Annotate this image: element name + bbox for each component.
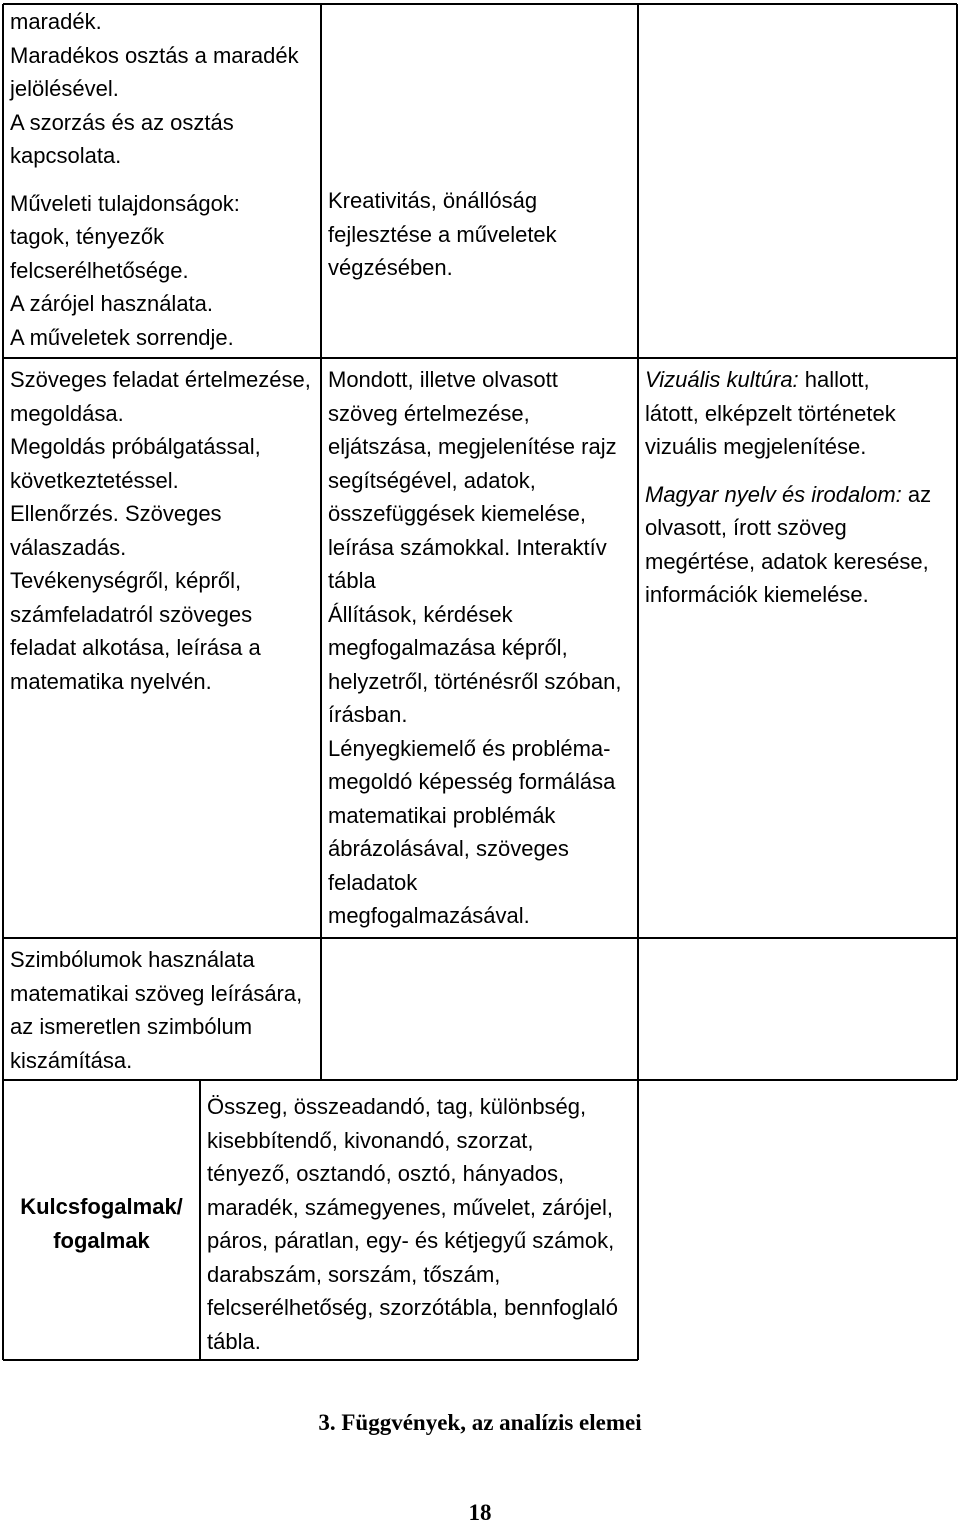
row2-col2-line: eljátszása, megjelenítése rajz <box>328 434 617 459</box>
row2-col3-line <box>645 478 955 512</box>
row3-col1-line: az ismeretlen szimbólum <box>10 1014 253 1039</box>
page-number: 18 <box>468 1500 492 1525</box>
keywords-label-line: Kulcsfogalmak/ <box>20 1194 183 1219</box>
row2-col2-line: írásban. <box>328 702 408 727</box>
section-title: 3. Függvények, az analízis elemei <box>318 1410 642 1435</box>
row2-col2-line: tábla <box>328 568 376 593</box>
row2-col2-line: megoldó képesség formálása <box>328 769 616 794</box>
subject-hungarian-literature: Magyar nyelv és irodalom: <box>645 481 902 507</box>
row2-col3-text: hallott, <box>804 367 870 392</box>
row2-col3-line: olvasott, írott szöveg <box>645 515 847 540</box>
row2-col1-line: válaszadás. <box>10 534 127 560</box>
row2-col1-line: Tevékenységről, képről, <box>10 568 242 593</box>
keywords-text <box>207 1090 635 1358</box>
keywords-line: páros, páratlan, egy- és kétjegyű számok, <box>207 1228 615 1253</box>
row2-col1 <box>10 363 315 698</box>
row1-col1-line: A szorzás és az osztás <box>10 109 234 135</box>
row2-col3-line: látott, elképzelt történetek <box>645 400 896 426</box>
row1-col1-line: Műveleti tulajdonságok: <box>10 190 240 216</box>
row2-col3-line: megértése, adatok keresése, <box>645 548 929 574</box>
row2-col2-line: leírása számokkal. Interaktív <box>328 534 607 560</box>
keywords-line: tábla. <box>207 1328 261 1354</box>
row1-col1-line: jelölésével. <box>10 76 119 101</box>
row1-col1-line: A zárójel használata. <box>10 291 214 316</box>
row2-col1-line: következtetéssel. <box>10 467 179 493</box>
row2-col1-line: Ellenőrzés. Szöveges <box>10 501 222 526</box>
row2-col1-line: számfeladatról szöveges <box>10 601 253 627</box>
row1-col2-line: végzésében. <box>328 255 453 280</box>
row2-col1-line: megoldása. <box>10 400 124 426</box>
row1-col1-line: Maradékos osztás a maradék <box>10 42 299 68</box>
keywords-line: maradék, számegyenes, művelet, zárójel, <box>207 1194 613 1220</box>
row2-col2-line: Lényegkiemelő és probléma- <box>328 735 611 761</box>
row2-col1-line: feladat alkotása, leírása a <box>10 635 261 660</box>
row2-col2-line: Állítások, kérdések <box>328 601 513 627</box>
row3-col1-line: matematikai szöveg leírására, <box>10 980 303 1006</box>
row1-col2 <box>328 184 633 285</box>
row2-col2-line: összefüggések kiemelése, <box>328 501 587 526</box>
keywords-line: felcserélhetőség, szorzótábla, bennfoglaló <box>207 1295 618 1320</box>
row1-col1-line: maradék. <box>10 9 102 34</box>
row2-col2-line: helyzetről, történésről szóban, <box>328 668 622 694</box>
row3-col1-line: Szimbólumok használata <box>10 947 255 972</box>
keywords-label <box>3 1190 200 1257</box>
row2-col2-line: szöveg értelmezése, <box>328 400 530 426</box>
row2-col2-line: segítségével, adatok, <box>328 467 536 493</box>
keywords-line: darabszám, sorszám, tőszám, <box>207 1261 501 1287</box>
row2-col3-line: információk kiemelése. <box>645 582 869 607</box>
row2-col3-line: vizuális megjelenítése. <box>645 434 867 459</box>
row1-col1 <box>10 5 315 354</box>
keywords-label-line: fogalmak <box>53 1227 150 1253</box>
row1-col2-line: fejlesztése a műveletek <box>328 221 557 247</box>
row2-col3-text: az <box>907 481 932 507</box>
row1-col1-line: A műveletek sorrendje. <box>10 324 234 350</box>
subject-visual-culture: Vizuális kultúra: <box>645 367 799 392</box>
row2-col2-line: ábrázolásával, szöveges <box>328 836 569 861</box>
row1-col1-line: tagok, tényezők <box>10 224 165 249</box>
row2-col2-line: Mondott, illetve olvasott <box>328 367 558 392</box>
row3-col1-line: kiszámítása. <box>10 1047 133 1073</box>
row2-col1-line: Megoldás próbálgatással, <box>10 434 261 459</box>
row2-col3-line <box>645 363 955 397</box>
row2-col2-line: megfogalmazásával. <box>328 903 530 928</box>
row1-col1-line: felcserélhetősége. <box>10 257 189 283</box>
row1-col1-line: kapcsolata. <box>10 143 122 168</box>
row3-col1 <box>10 943 315 1077</box>
row2-col2-line: matematikai problémák <box>328 802 556 828</box>
row2-col1-line: Szöveges feladat értelmezése, <box>10 367 311 392</box>
row2-col3 <box>645 363 955 612</box>
row1-col2-line: Kreativitás, önállóság <box>328 188 538 213</box>
keywords-line: tényező, osztandó, osztó, hányados, <box>207 1161 565 1186</box>
row2-col2-line: megfogalmazása képről, <box>328 635 568 660</box>
keywords-line: Összeg, összeadandó, tag, különbség, <box>207 1094 587 1119</box>
keywords-line: kisebbítendő, kivonandó, szorzat, <box>207 1127 534 1153</box>
row2-col1-line: matematika nyelvén. <box>10 668 212 694</box>
row2-col2 <box>328 363 633 933</box>
row2-col2-line: feladatok <box>328 869 418 895</box>
